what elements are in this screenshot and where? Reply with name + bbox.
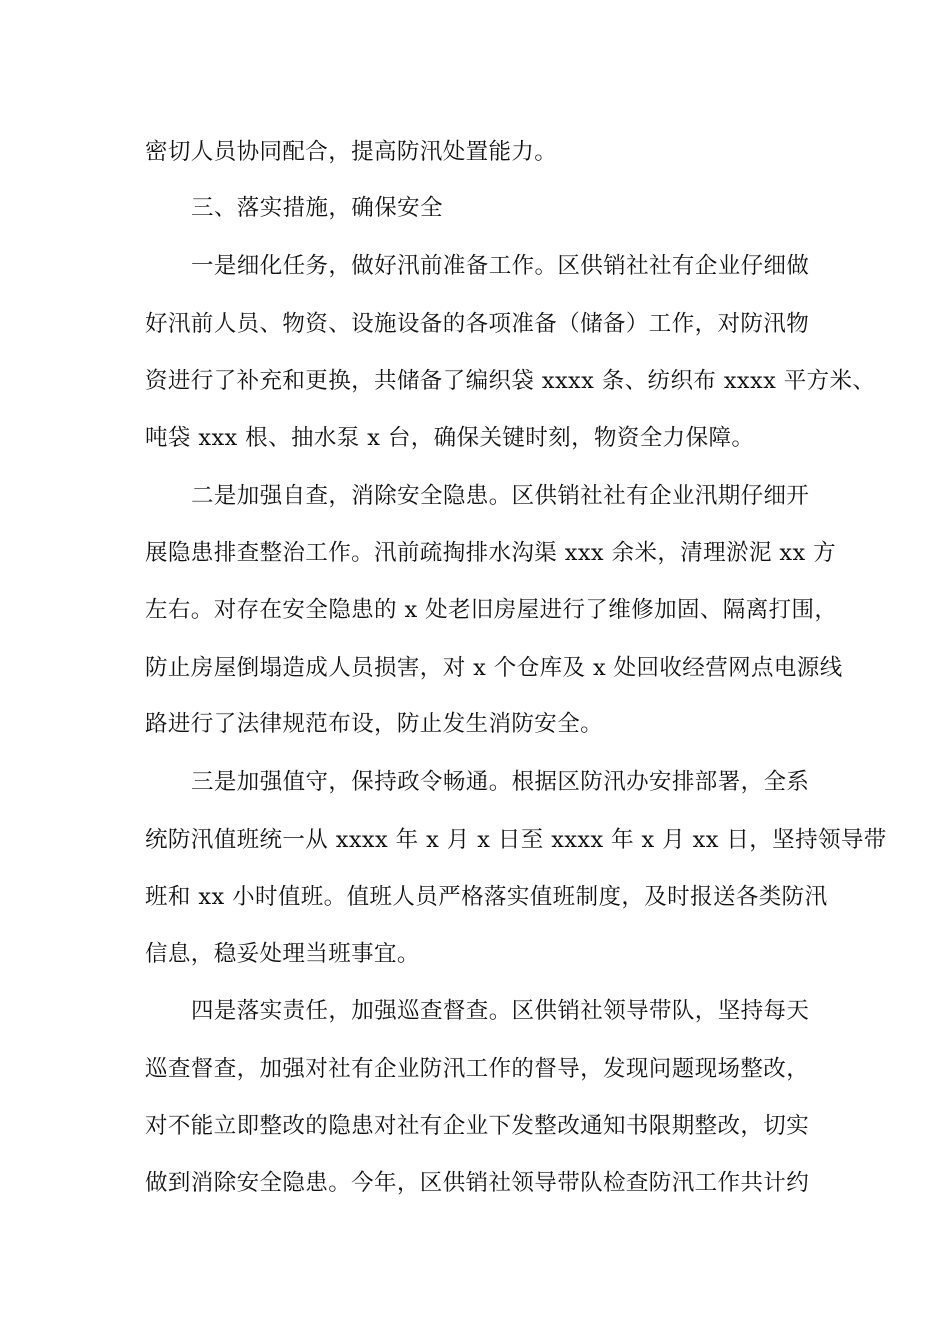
section-heading: 三、落实措施，确保安全	[191, 195, 443, 221]
text-line: 资进行了补充和更换，共储备了编织袋 xxxx 条、纺织布 xxxx 平方米、	[145, 368, 876, 394]
text-line: 密切人员协同配合，提高防汛处置能力。	[145, 139, 558, 165]
text-line: 好汛前人员、物资、设施设备的各项准备（储备）工作，对防汛物	[145, 311, 810, 337]
text-line: 展隐患排查整治工作。汛前疏掏排水沟渠 xxx 余米，清理淤泥 xx 方	[145, 540, 837, 566]
text-line: 路进行了法律规范布设，防止发生消防安全。	[145, 711, 604, 737]
text-line: 巡查督查，加强对社有企业防汛工作的督导，发现问题现场整改，	[145, 1056, 810, 1082]
text-line: 一是细化任务，做好汛前准备工作。区供销社社有企业仔细做	[191, 253, 810, 279]
text-line: 二是加强自查，消除安全隐患。区供销社社有企业汛期仔细开	[191, 483, 810, 509]
text-line: 班和 xx 小时值班。值班人员严格落实值班制度，及时报送各类防汛	[145, 884, 828, 910]
text-line: 对不能立即整改的隐患对社有企业下发整改通知书限期整改，切实	[145, 1113, 810, 1139]
text-line: 四是落实责任，加强巡查督查。区供销社领导带队，坚持每天	[191, 998, 810, 1024]
text-line: 防止房屋倒塌造成人员损害，对 x 个仓库及 x 处回收经营网点电源线	[145, 655, 843, 681]
text-line: 吨袋 xxx 根、抽水泵 x 台，确保关键时刻，物资全力保障。	[145, 425, 755, 451]
text-line: 左右。对存在安全隐患的 x 处老旧房屋进行了维修加固、隔离打围，	[145, 597, 838, 623]
text-line: 信息，稳妥处理当班事宜。	[145, 941, 420, 967]
text-line: 三是加强值守，保持政令畅通。根据区防汛办安排部署，全系	[191, 769, 810, 795]
text-line: 做到消除安全隐患。今年，区供销社领导带队检查防汛工作共计约	[145, 1170, 810, 1196]
text-line: 统防汛值班统一从 xxxx 年 x 月 x 日至 xxxx 年 x 月 xx 日，坚持领导带	[145, 827, 887, 853]
